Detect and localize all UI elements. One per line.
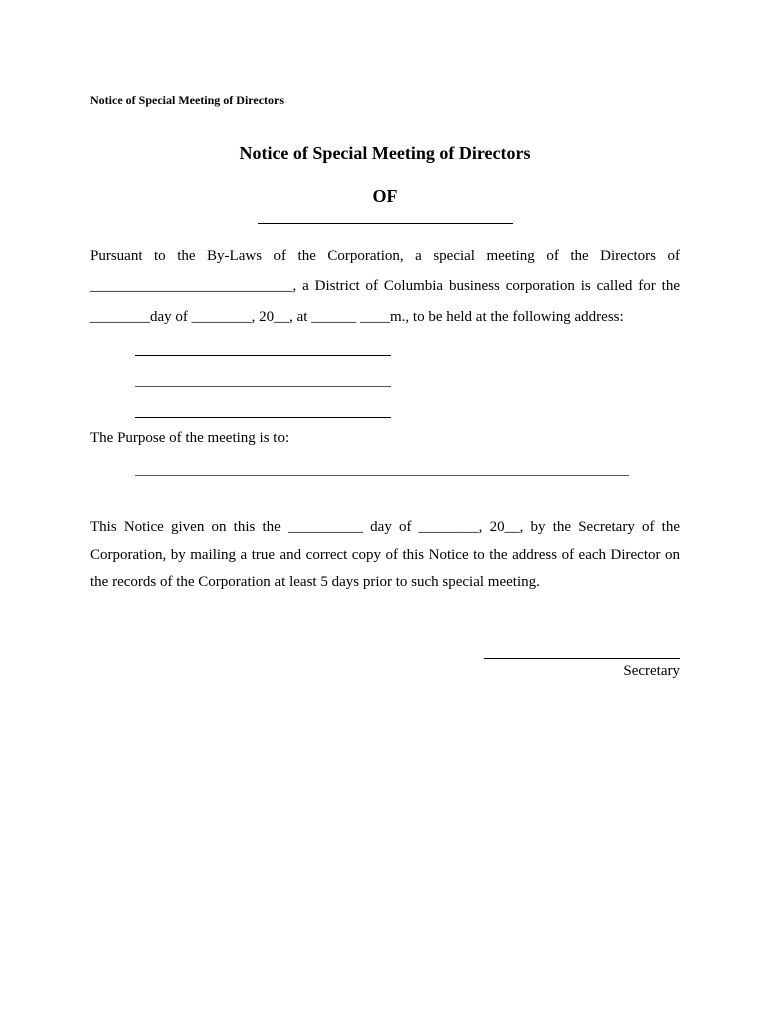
document-title: Notice of Special Meeting of Directors xyxy=(239,143,531,163)
signature-label: Secretary xyxy=(623,663,680,679)
corporation-name-line xyxy=(258,223,513,224)
purpose-label: The Purpose of the meeting is to: xyxy=(90,430,290,446)
paragraph-1-line-1: Pursuant to the By-Laws of the Corporation, a special meeting of the Directors of xyxy=(90,248,680,264)
address-line-1 xyxy=(135,355,391,356)
purpose-line xyxy=(135,475,629,476)
paragraph-2-line-3: the records of the Corporation at least 5 days prior to such special meeting. xyxy=(90,574,540,590)
of-label: OF xyxy=(372,186,398,206)
address-line-3 xyxy=(135,417,391,418)
address-line-2 xyxy=(135,386,391,387)
paragraph-2-line-2: Corporation, by mailing a true and correct copy of this Notice to the address of each Director on xyxy=(90,547,680,563)
paragraph-1-line-3: ________day of ________, 20__, at ______ ____m., to be held at the following address: xyxy=(90,309,624,325)
paragraph-2-line-1: This Notice given on this the __________ day of ________, 20__, by the Secretary of the xyxy=(90,519,680,535)
signature-line xyxy=(484,658,680,659)
running-header: Notice of Special Meeting of Directors xyxy=(90,93,285,107)
paragraph-1-line-2: ___________________________, a District of Columbia business corporation is called for the xyxy=(90,278,680,294)
